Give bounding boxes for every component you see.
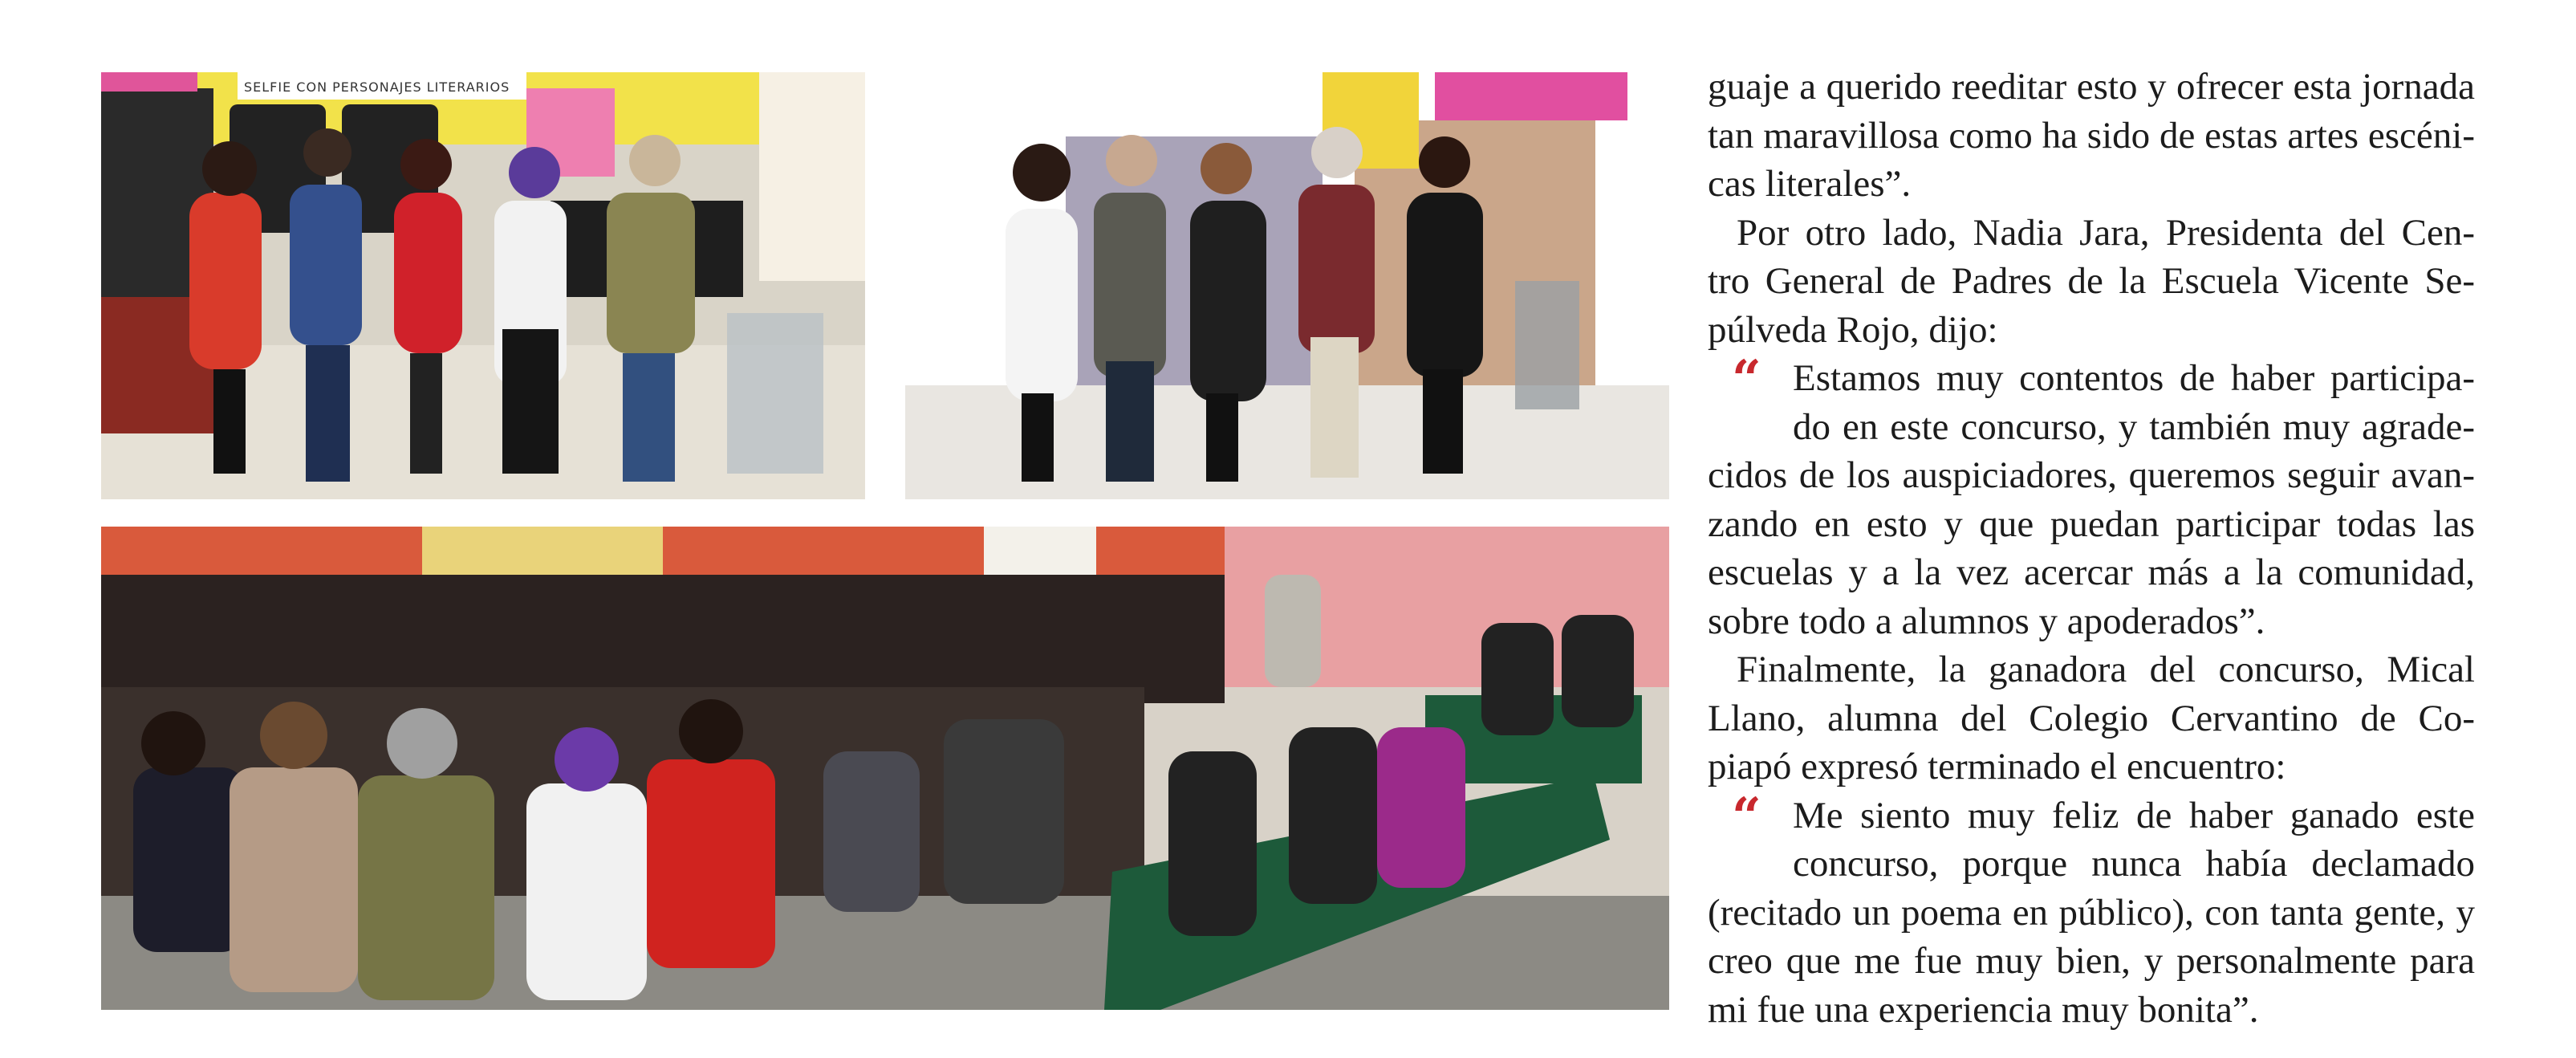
photo-mural-group [905,72,1669,499]
text-line: escuelas y a la vez acercar más a la comunidad, [1708,551,2475,593]
text-line: púlveda Rojo, dijo: [1708,308,1998,351]
text-line: piapó expresó terminado el encuentro: [1708,746,2286,787]
text-line: tro General de Padres de la Escuela Vicente Se- [1708,260,2475,302]
text-line: (recitado un poema en público), con tanta gente, y [1708,891,2475,934]
text-line: Por otro lado, Nadia Jara, Presidenta del Cen- [1737,211,2475,254]
text-line: cidos de los auspiciadores, queremos seguir avan- [1708,454,2475,496]
text-line: guaje a querido reeditar esto y ofrecer esta jornada [1708,66,2475,108]
photo-audience-image [101,527,1669,1010]
photo-library-group-image [101,72,865,499]
text-line: Llano, alumna del Colegio Cervantino de Co- [1708,697,2475,739]
text-line: sobre todo a alumnos y apoderados”. [1708,600,2265,642]
text-line: mi fue una experiencia muy bonita”. [1708,988,2259,1031]
text-line: do en este concurso, y también muy agrade- [1793,405,2475,448]
quote-mical-llano [1708,786,2475,1035]
quote-mark-icon: “ [1732,786,1761,847]
text-line: zando en esto y que puedan participar todas las [1708,503,2475,545]
photo-mural-group-image [905,72,1669,499]
text-line: creo que me fue muy bien, y personalmente para [1708,940,2475,982]
text-line: tan maravillosa como ha sido de estas artes escéni- [1708,114,2475,157]
quote-nadia-jara [1708,349,2475,645]
article-text-column [1708,63,2475,1034]
photo-library-group [101,72,865,499]
paragraph-nadia-jara [1708,209,2475,355]
photo-audience [101,527,1669,1010]
text-line: Estamos muy contentos de haber participa- [1793,357,2475,399]
text-line: cas literales”. [1708,163,1912,205]
text-line: Finalmente, la ganadora del concurso, Mical [1737,649,2475,690]
text-line: concurso, porque nunca había declamado [1793,843,2475,885]
quote-mark-icon: “ [1732,349,1761,409]
paragraph-mical-llano [1708,645,2475,791]
banner-text: SELFIE CON PERSONAJES LITERARIOS [244,79,510,95]
paragraph-intro-continued [1708,63,2475,209]
text-line: Me siento muy feliz de haber ganado este [1793,794,2475,836]
